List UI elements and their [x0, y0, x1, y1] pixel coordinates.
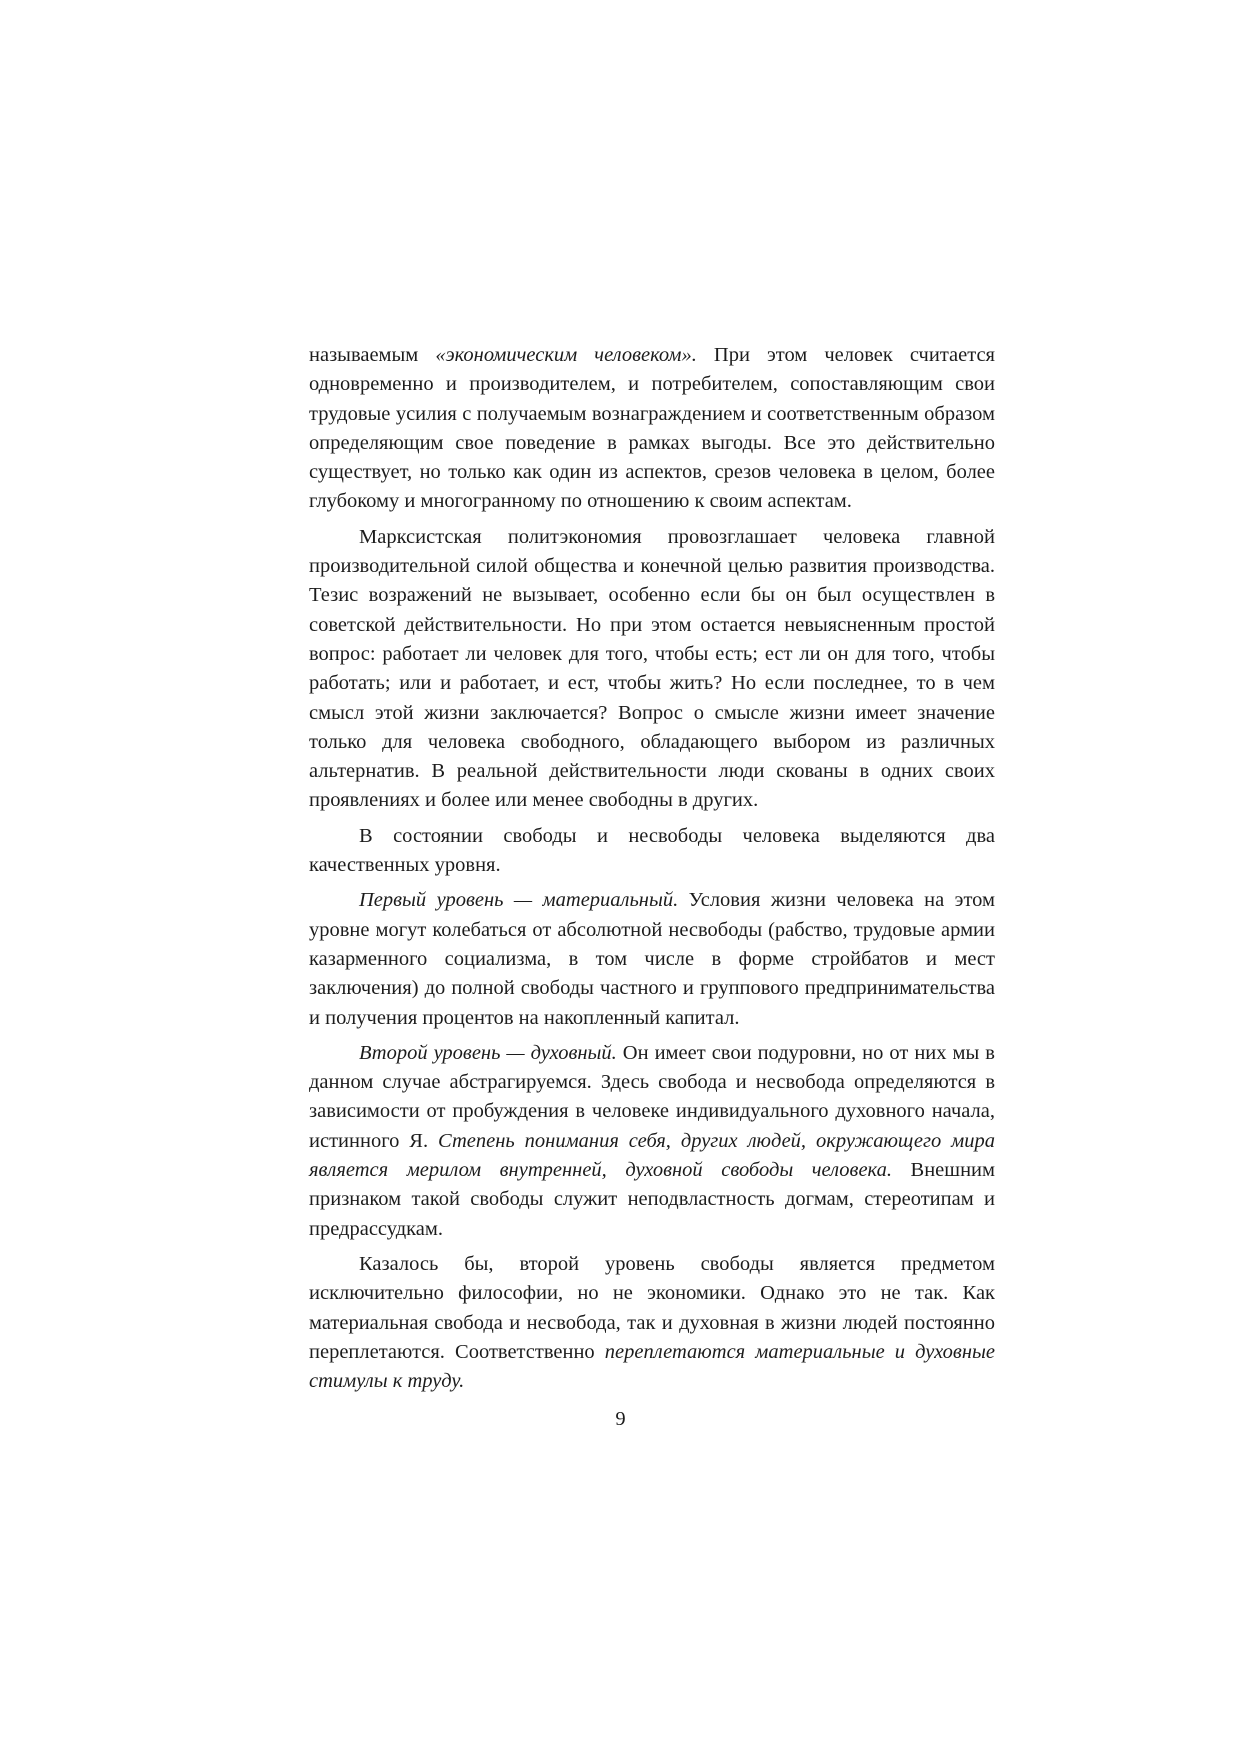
italic-term: «экономическим человеком».	[435, 344, 697, 366]
italic-emphasis: Степень понимания себя, других людей, окружающего мира является мерилом внутренней, духовной свободы человека.	[309, 1129, 996, 1182]
paragraph-3	[309, 822, 995, 881]
text-run: Казалось бы, второй уровень свободы является предметом исключительно философии, но не экономики. Однако это не так. Как материальная свобода и несвобода, так и духовная в жизни людей постоянно переплетаются. Соответственно	[309, 1252, 995, 1363]
paragraph-5	[309, 1039, 995, 1244]
text-run: Он имеет свои подуровни, но от них мы в данном случае абстрагируемся. Здесь свобода и несвобода определяются в зависимости от пробуждения в человеке индивидуального духовного начала, истинного Я.	[309, 1041, 995, 1152]
text-run: При этом человек считается одновременно и производителем, и потребителем, сопоставляющим свои трудовые усилия с получаемым вознаграждением и соответственным образом определяющим свое поведение в рамках выгоды. Все это действительно существует, но только как один из аспектов, срезов человека в целом, более глубокому и многогранному по отношению к своим аспектам.	[309, 344, 995, 513]
text-run: Условия жизни человека на этом уровне могут колебаться от абсолютной несвободы (рабство, трудовые армии казарменного социализма, в том числе в форме стройбатов и мест заключения) до полной свободы частного и группового предпринимательства и получения процентов на накопленный капитал.	[309, 889, 995, 1029]
italic-heading: Первый уровень — материальный.	[359, 889, 679, 912]
text-run: Марксистская политэкономия провозглашает человека главной производительной силой общества и конечной целью развития производства. Тезис возражений не вызывает, особенно если бы он был осуществлен в советской действительности. Но при этом остается невыясненным простой вопрос: работает ли человек для того, чтобы есть; ест ли он для того, чтобы работать; или и работает, и ест, чтобы жить? Но если последнее, то в чем смысл этой жизни заключается? Вопрос о смысле жизни имеет значение только для человека свободного, обладающего выбором из различных альтернатив. В реальной действительности люди скованы в одних своих проявлениях и более или менее свободны в других.	[309, 525, 995, 812]
text-run: Внешним признаком такой свободы служит неподвластность догмам, стереотипам и предрассудкам.	[309, 1159, 995, 1240]
italic-heading: Второй уровень — духовный.	[359, 1041, 617, 1064]
page-number: 9	[615, 1408, 626, 1430]
paragraph-2	[309, 523, 995, 816]
text-run: называемым	[309, 344, 436, 366]
paragraph-4	[309, 886, 995, 1032]
italic-emphasis: переплетаются материальные и духовные стимулы к труду.	[309, 1340, 995, 1393]
paragraph-6	[309, 1250, 995, 1396]
paragraph-1	[309, 341, 995, 517]
text-run: В состоянии свободы и несвободы человека выделяются два качественных уровня.	[309, 824, 995, 877]
body-text	[309, 341, 995, 1402]
